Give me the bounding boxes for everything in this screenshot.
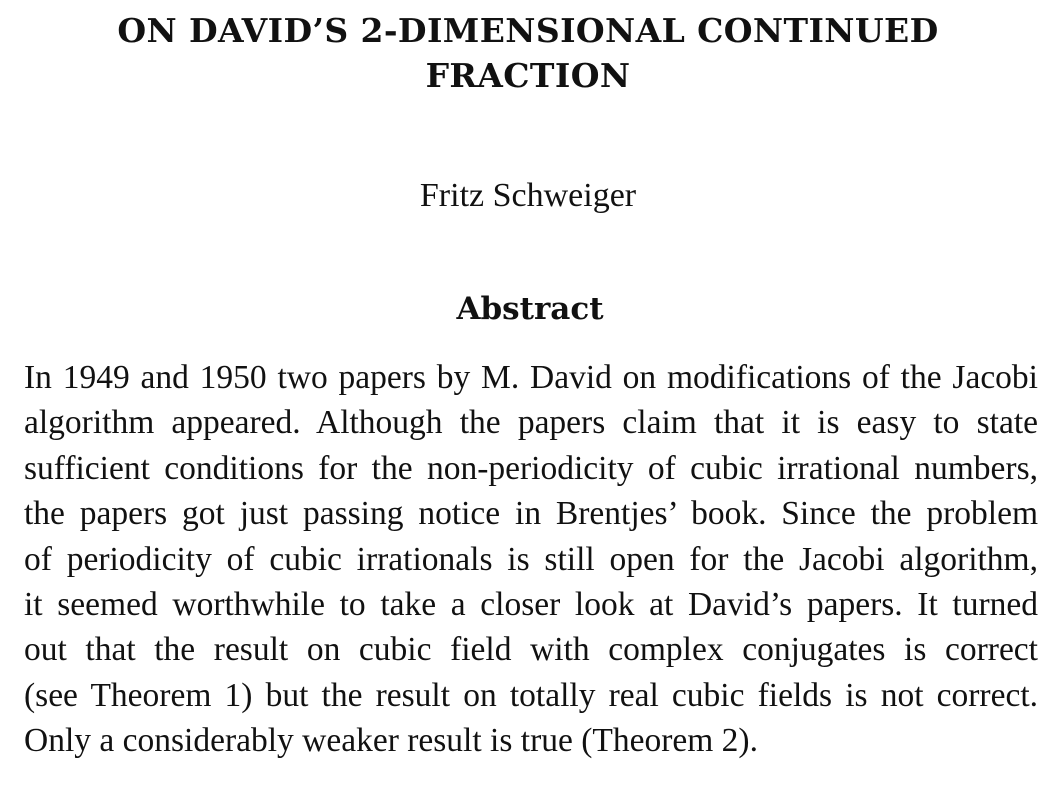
paper-author: Fritz Schweiger: [419, 177, 637, 214]
abstract-line: it seemed worthwhile to take a closer look at David’s papers. It turned: [24, 585, 1038, 623]
abstract-heading: Abstract: [456, 291, 604, 327]
abstract-body: [24, 355, 1038, 764]
abstract-line: algorithm appeared. Although the papers claim that it is easy to state: [24, 404, 1038, 442]
abstract-line: out that the result on cubic field with complex conjugates is correct: [24, 631, 1038, 669]
abstract-line: In 1949 and 1950 two papers by M. David on modifications of the Jacobi: [24, 359, 1038, 396]
abstract-line: of periodicity of cubic irrationals is still open for the Jacobi algorithm,: [24, 540, 1038, 578]
abstract-line: (see Theorem 1) but the result on totally real cubic fields is not correct.: [24, 676, 1038, 714]
paper-title: ON DAVID’S 2-DIMENSIONAL CONTINUED FRACTION: [117, 11, 939, 95]
abstract-line: Only a considerably weaker result is true (Theorem 2).: [24, 722, 758, 760]
abstract-line: sufficient conditions for the non-periodicity of cubic irrational numbers,: [24, 449, 1038, 487]
abstract-line: the papers got just passing notice in Brentjes’ book. Since the problem: [24, 495, 1038, 533]
